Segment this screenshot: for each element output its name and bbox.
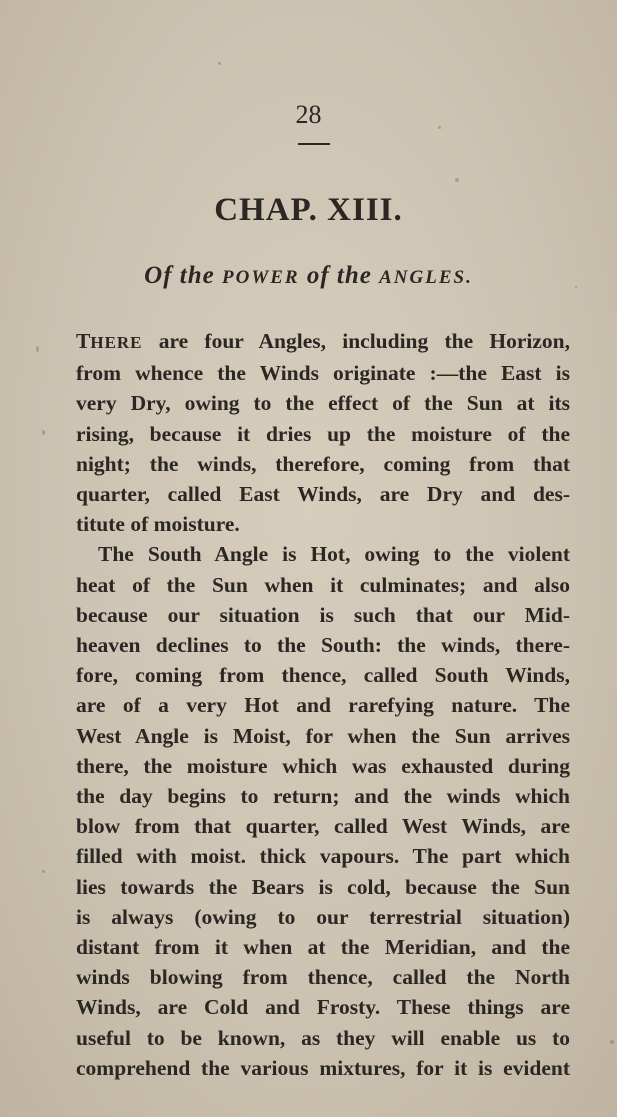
- text-line: from whence the Winds originate :—the East is: [76, 361, 570, 386]
- text-line: filled with moist. thick vapours. The part which: [76, 844, 570, 869]
- text-line: winds blowing from thence, called the North: [76, 965, 570, 990]
- text-line: The South Angle is Hot, owing to the violent: [98, 542, 570, 567]
- page-number: 28: [295, 100, 322, 129]
- header-rule: [298, 143, 330, 145]
- chapter-title-word: ANGLES.: [379, 267, 473, 288]
- paper-speck: [610, 1040, 614, 1044]
- text-line: comprehend the various mixtures, for it is evident: [76, 1055, 570, 1080]
- text-line: quarter, called East Winds, are Dry and des-: [76, 482, 570, 507]
- chapter-heading: CHAP. XIII.: [214, 192, 403, 228]
- text-line: rising, because it dries up the moisture of the: [76, 421, 570, 446]
- text-line: lies towards the Bears is cold, because the Sun: [76, 874, 570, 899]
- text-line: West Angle is Moist, for when the Sun arrives: [76, 723, 570, 748]
- body-text: [76, 326, 570, 1083]
- text-line: night; the winds, therefore, coming from that: [76, 451, 570, 476]
- text-line: very Dry, owing to the effect of the Sun at its: [76, 391, 570, 416]
- text-line: Winds, are Cold and Frosty. These things are: [76, 995, 570, 1020]
- text-line: titute of moisture.: [76, 512, 240, 537]
- paper-speck: [42, 870, 45, 873]
- paper-speck: [455, 178, 459, 182]
- text-line: there, the moisture which was exhausted during: [76, 753, 570, 778]
- first-word-small-caps: HERE: [90, 333, 143, 352]
- text-line: because our situation is such that our Mid-: [76, 602, 570, 627]
- text-line: distant from it when at the Meridian, and the: [76, 935, 570, 960]
- text-line: blow from that quarter, called West Winds, are: [76, 814, 570, 839]
- first-word-initial: T: [76, 329, 91, 353]
- text-line: fore, coming from thence, called South Winds,: [76, 663, 570, 688]
- chapter-title-word: the: [179, 262, 215, 289]
- chapter-title-word: of: [306, 262, 330, 289]
- paper-speck: [42, 430, 45, 435]
- text-line: are of a very Hot and rarefying nature. The: [76, 693, 570, 718]
- text-line-content: are four Angles, including the Horizon,: [142, 329, 570, 353]
- text-line: heat of the Sun when it culminates; and also: [76, 572, 570, 597]
- text-line: the day begins to return; and the winds which: [76, 784, 570, 809]
- paper-speck: [36, 346, 39, 352]
- paper-speck: [218, 62, 221, 65]
- text-line: [76, 326, 570, 358]
- chapter-title-word: POWER: [222, 267, 300, 288]
- text-line: useful to be known, as they will enable us to: [76, 1025, 570, 1050]
- text-line: heaven declines to the South: the winds, there-: [76, 633, 570, 658]
- text-line: is always (owing to our terrestrial situation): [76, 904, 570, 929]
- chapter-title: [0, 260, 617, 294]
- chapter-title-word: the: [336, 262, 372, 289]
- chapter-title-word: Of: [144, 262, 173, 289]
